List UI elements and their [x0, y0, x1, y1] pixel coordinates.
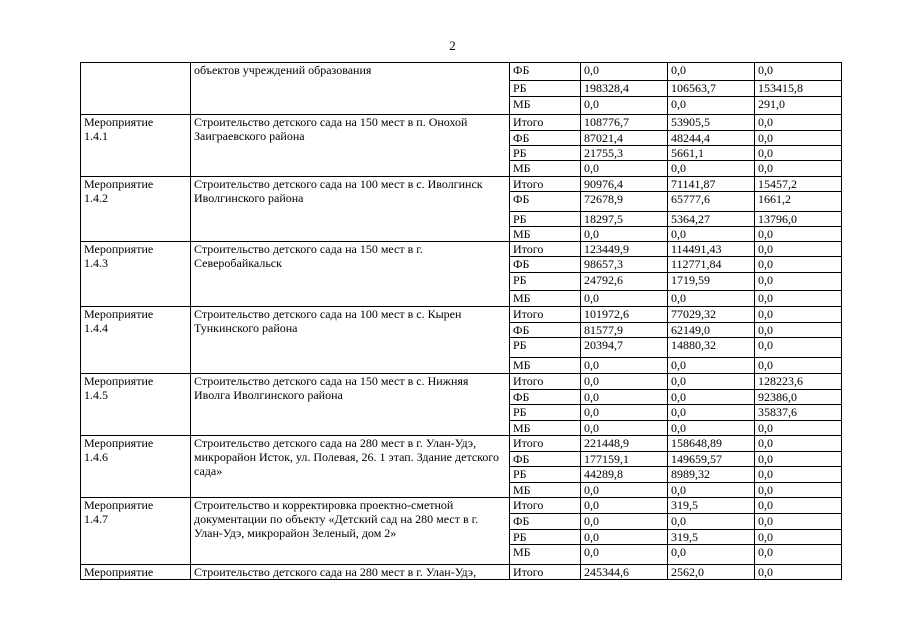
value-cell: 0,0	[668, 405, 755, 421]
funding-source-cell: МБ	[510, 545, 581, 565]
measure-id-cell: Мероприятие 1.4.7	[81, 498, 191, 565]
table-row	[81, 498, 842, 514]
value-cell: 24792,6	[581, 273, 668, 291]
funding-source-cell: ФБ	[510, 63, 581, 81]
funding-source-cell: МБ	[510, 483, 581, 498]
measure-title-cell: Строительство детского сада на 280 мест в г. Улан-Удэ,	[191, 565, 510, 580]
table-row	[81, 63, 842, 81]
value-cell: 0,0	[755, 545, 842, 565]
value-cell: 1719,59	[668, 273, 755, 291]
funding-source-cell: МБ	[510, 291, 581, 307]
value-cell: 87021,4	[581, 131, 668, 146]
value-cell: 35837,6	[755, 405, 842, 421]
funding-source-cell: ФБ	[510, 390, 581, 405]
budget-table	[80, 62, 842, 580]
value-cell: 0,0	[755, 161, 842, 177]
value-cell: 128223,6	[755, 374, 842, 390]
value-cell: 0,0	[755, 323, 842, 338]
page-number: 2	[449, 38, 456, 53]
funding-source-cell: РБ	[510, 467, 581, 483]
value-cell: 90976,4	[581, 177, 668, 192]
funding-source-cell: ФБ	[510, 192, 581, 212]
funding-source-cell: МБ	[510, 227, 581, 242]
value-cell: 0,0	[668, 227, 755, 242]
value-cell: 0,0	[755, 358, 842, 374]
table-row	[81, 115, 842, 131]
value-cell: 0,0	[755, 421, 842, 436]
funding-source-cell: МБ	[510, 97, 581, 115]
table-row	[81, 565, 842, 580]
value-cell: 198328,4	[581, 81, 668, 97]
value-cell: 0,0	[755, 565, 842, 580]
value-cell: 0,0	[668, 545, 755, 565]
value-cell: 158648,89	[668, 436, 755, 452]
measure-title-cell: Строительство детского сада на 100 мест в с. Иволгинск Иволгинского района	[191, 177, 510, 242]
measure-id-cell	[81, 63, 191, 115]
value-cell: 0,0	[581, 421, 668, 436]
value-cell: 0,0	[668, 161, 755, 177]
funding-source-cell: РБ	[510, 81, 581, 97]
value-cell: 0,0	[755, 498, 842, 514]
value-cell: 0,0	[581, 358, 668, 374]
value-cell: 0,0	[581, 227, 668, 242]
value-cell: 0,0	[581, 374, 668, 390]
funding-source-cell: ФБ	[510, 514, 581, 530]
funding-source-cell: Итого	[510, 374, 581, 390]
value-cell: 72678,9	[581, 192, 668, 212]
value-cell: 0,0	[581, 97, 668, 115]
table-row	[81, 177, 842, 192]
funding-source-cell: МБ	[510, 358, 581, 374]
value-cell: 5661,1	[668, 146, 755, 161]
value-cell: 2562,0	[668, 565, 755, 580]
measure-id-cell: Мероприятие 1.4.6	[81, 436, 191, 498]
value-cell: 106563,7	[668, 81, 755, 97]
value-cell: 77029,32	[668, 307, 755, 323]
measure-title-cell: Строительство детского сада на 280 мест в г. Улан-Удэ, микрорайон Исток, ул. Полевая, 26. 1 этап. Здание детского сада»	[191, 436, 510, 498]
funding-source-cell: РБ	[510, 212, 581, 227]
value-cell: 0,0	[581, 390, 668, 405]
value-cell: 20394,7	[581, 338, 668, 358]
value-cell: 221448,9	[581, 436, 668, 452]
value-cell: 0,0	[668, 358, 755, 374]
measure-id-cell: Мероприятие 1.4.2	[81, 177, 191, 242]
funding-source-cell: Итого	[510, 242, 581, 257]
value-cell: 8989,32	[668, 467, 755, 483]
value-cell: 1661,2	[755, 192, 842, 212]
value-cell: 62149,0	[668, 323, 755, 338]
value-cell: 81577,9	[581, 323, 668, 338]
funding-source-cell: РБ	[510, 530, 581, 545]
measure-title-cell: Строительство детского сада на 150 мест в п. Онохой Заиграевского района	[191, 115, 510, 177]
value-cell: 15457,2	[755, 177, 842, 192]
value-cell: 0,0	[755, 291, 842, 307]
funding-source-cell: Итого	[510, 307, 581, 323]
table-row	[81, 436, 842, 452]
measure-id-cell: Мероприятие 1.4.4	[81, 307, 191, 374]
value-cell: 0,0	[668, 291, 755, 307]
value-cell: 0,0	[668, 63, 755, 81]
value-cell: 0,0	[755, 338, 842, 358]
value-cell: 291,0	[755, 97, 842, 115]
value-cell: 0,0	[755, 63, 842, 81]
measure-title-cell: объектов учреждений образования	[191, 63, 510, 115]
value-cell: 0,0	[581, 498, 668, 514]
funding-source-cell: ФБ	[510, 257, 581, 273]
value-cell: 0,0	[668, 421, 755, 436]
value-cell: 0,0	[755, 227, 842, 242]
value-cell: 0,0	[581, 545, 668, 565]
value-cell: 0,0	[755, 131, 842, 146]
value-cell: 123449,9	[581, 242, 668, 257]
funding-source-cell: Итого	[510, 565, 581, 580]
value-cell: 71141,87	[668, 177, 755, 192]
value-cell: 0,0	[755, 452, 842, 467]
value-cell: 0,0	[755, 242, 842, 257]
funding-source-cell: РБ	[510, 338, 581, 358]
value-cell: 48244,4	[668, 131, 755, 146]
funding-source-cell: Итого	[510, 436, 581, 452]
value-cell: 0,0	[581, 514, 668, 530]
value-cell: 245344,6	[581, 565, 668, 580]
value-cell: 0,0	[581, 161, 668, 177]
value-cell: 0,0	[668, 374, 755, 390]
value-cell: 0,0	[668, 97, 755, 115]
value-cell: 0,0	[581, 530, 668, 545]
value-cell: 0,0	[755, 467, 842, 483]
funding-source-cell: РБ	[510, 273, 581, 291]
value-cell: 0,0	[755, 514, 842, 530]
value-cell: 21755,3	[581, 146, 668, 161]
measure-title-cell: Строительство и корректировка проектно-сметной документации по объекту «Детский сад на 280 мест в г. Улан-Удэ, микрорайон Зеленый, дом 2»	[191, 498, 510, 565]
value-cell: 5364,27	[668, 212, 755, 227]
funding-source-cell: ФБ	[510, 452, 581, 467]
value-cell: 0,0	[581, 291, 668, 307]
table-row	[81, 374, 842, 390]
value-cell: 0,0	[755, 257, 842, 273]
funding-source-cell: Итого	[510, 115, 581, 131]
funding-source-cell: Итого	[510, 498, 581, 514]
funding-source-cell: Итого	[510, 177, 581, 192]
value-cell: 0,0	[581, 405, 668, 421]
funding-source-cell: РБ	[510, 146, 581, 161]
value-cell: 14880,32	[668, 338, 755, 358]
funding-source-cell: ФБ	[510, 323, 581, 338]
funding-source-cell: МБ	[510, 421, 581, 436]
value-cell: 149659,57	[668, 452, 755, 467]
value-cell: 0,0	[668, 483, 755, 498]
value-cell: 112771,84	[668, 257, 755, 273]
value-cell: 44289,8	[581, 467, 668, 483]
measure-id-cell: Мероприятие 1.4.1	[81, 115, 191, 177]
value-cell: 0,0	[668, 514, 755, 530]
value-cell: 153415,8	[755, 81, 842, 97]
value-cell: 108776,7	[581, 115, 668, 131]
funding-source-cell: ФБ	[510, 131, 581, 146]
measure-title-cell: Строительство детского сада на 150 мест в с. Нижняя Иволга Иволгинского района	[191, 374, 510, 436]
value-cell: 101972,6	[581, 307, 668, 323]
value-cell: 18297,5	[581, 212, 668, 227]
table-row	[81, 242, 842, 257]
value-cell: 114491,43	[668, 242, 755, 257]
value-cell: 0,0	[755, 436, 842, 452]
value-cell: 0,0	[581, 483, 668, 498]
value-cell: 177159,1	[581, 452, 668, 467]
funding-source-cell: МБ	[510, 161, 581, 177]
value-cell: 0,0	[581, 63, 668, 81]
funding-source-cell: РБ	[510, 405, 581, 421]
value-cell: 319,5	[668, 498, 755, 514]
value-cell: 53905,5	[668, 115, 755, 131]
value-cell: 0,0	[668, 390, 755, 405]
table-row	[81, 307, 842, 323]
value-cell: 0,0	[755, 530, 842, 545]
measure-id-cell: Мероприятие 1.4.3	[81, 242, 191, 307]
value-cell: 319,5	[668, 530, 755, 545]
value-cell: 0,0	[755, 115, 842, 131]
measure-id-cell: Мероприятие 1.4.5	[81, 374, 191, 436]
value-cell: 98657,3	[581, 257, 668, 273]
value-cell: 0,0	[755, 146, 842, 161]
value-cell: 65777,6	[668, 192, 755, 212]
value-cell: 13796,0	[755, 212, 842, 227]
measure-title-cell: Строительство детского сада на 100 мест в с. Кырен Тункинского района	[191, 307, 510, 374]
measure-title-cell: Строительство детского сада на 150 мест в г. Северобайкальск	[191, 242, 510, 307]
value-cell: 0,0	[755, 273, 842, 291]
value-cell: 0,0	[755, 483, 842, 498]
value-cell: 92386,0	[755, 390, 842, 405]
value-cell: 0,0	[755, 307, 842, 323]
measure-id-cell: Мероприятие	[81, 565, 191, 580]
